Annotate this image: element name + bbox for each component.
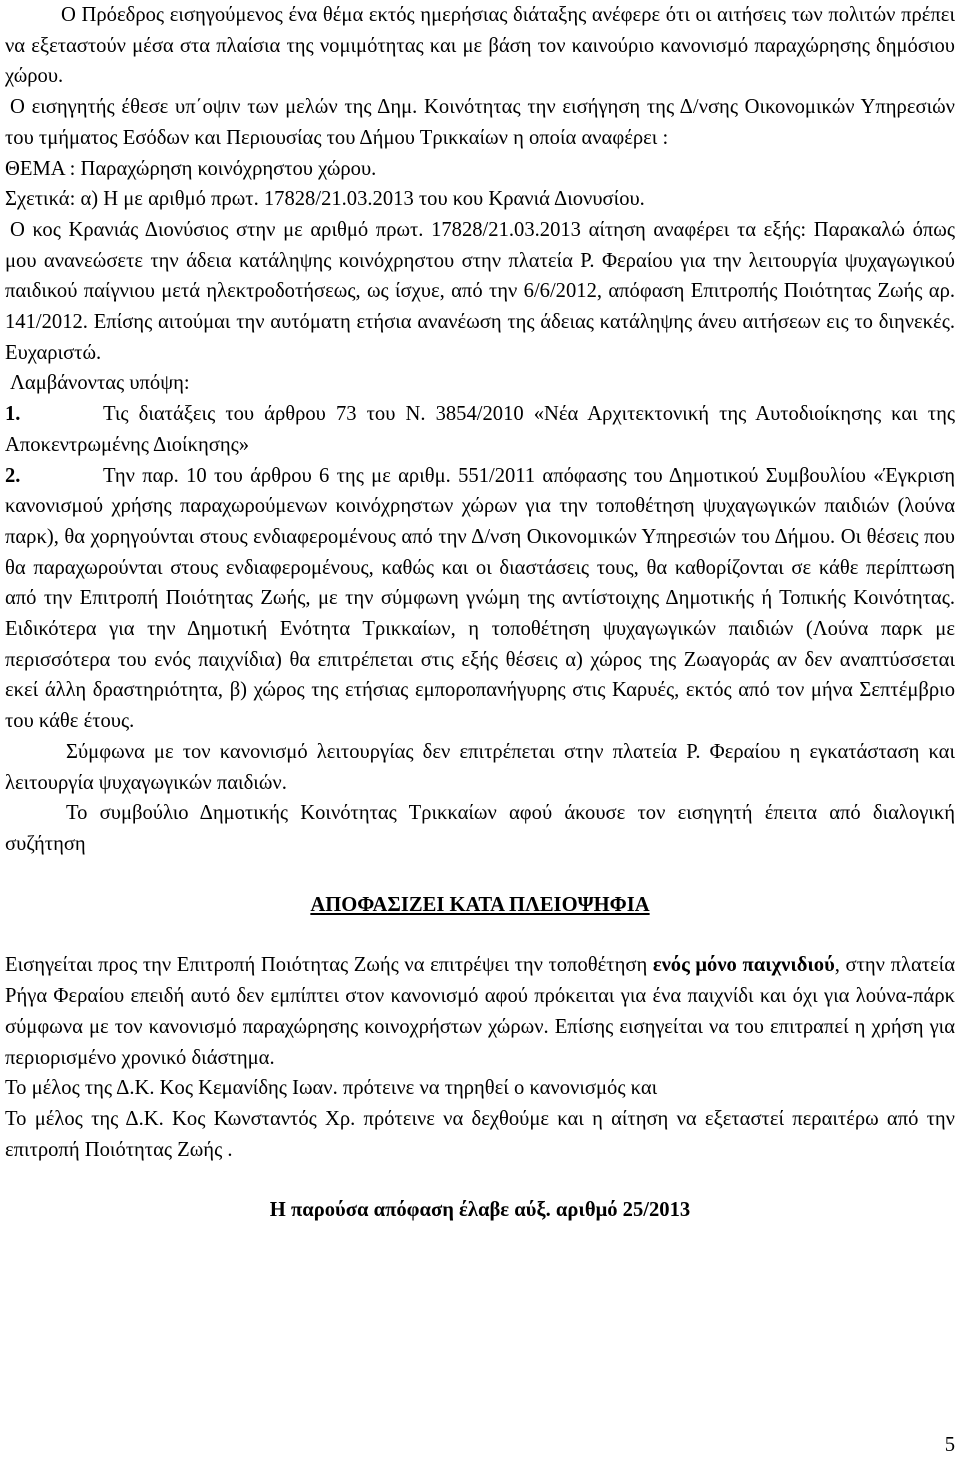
decision-heading-wrap	[5, 890, 955, 921]
paragraph-member-kemanidis: Το μέλος της Δ.Κ. Κος Κεμανίδης Ιωαν. πρότεινε να τηρηθεί ο κανονισμός και	[5, 1077, 658, 1100]
list-item-2	[5, 461, 955, 737]
decision-heading: ΑΠΟΦΑΣΙΖΕΙ ΚΑΤΑ ΠΛΕΙΟΨΗΦΙΑ	[310, 893, 650, 916]
paragraph-council: Το συμβούλιο Δημοτικής Κοινότητας Τρικκαίων αφού άκουσε τον εισηγητή έπειτα από διαλογική συζήτηση	[5, 802, 955, 855]
paragraph-president-intro: Ο Πρόεδρος εισηγούμενος ένα θέμα εκτός ημερήσιας διάταξης ανέφερε ότι οι αιτήσεις των πολιτών πρέπει να εξεταστούν μέσα στα πλαίσια της νομιμότητας και με βάση τον καινούριο κανονισμό παραχώρησης δημόσιου χώρου.	[5, 4, 955, 88]
paragraph-regulation: Σύμφωνα με τον κανονισμό λειτουργίας δεν επιτρέπεται στην πλατεία Ρ. Φεραίου η εγκατάσταση και λειτουργία ψυχαγωγικών παιδιών.	[5, 740, 955, 794]
paragraph-decision	[5, 950, 955, 1073]
list-item-1	[5, 399, 955, 460]
page-number: 5	[944, 1434, 955, 1456]
paragraph-rapporteur: Ο εισηγητής έθεσε υπ΄οψιν των μελών της Δημ. Κοινότητας την εισήγηση της Δ/νσης Οικονομικών Υπηρεσιών του τμήματος Εσόδων και Περιουσίας του Δήμου Τρικκαίων η οποία αναφέρει :	[5, 96, 955, 149]
decision-text-start: Εισηγείται προς την Επιτροπή Ποιότητας Ζωής να επιτρέψει την τοποθέτηση	[5, 954, 653, 977]
paragraph-subject: ΘΕΜΑ : Παραχώρηση κοινόχρηστου χώρου.	[5, 157, 377, 180]
decision-text-bold: ενός μόνο παιχνιδιού	[652, 954, 835, 977]
paragraph-request: Ο κος Κρανιάς Διονύσιος στην με αριθμό πρωτ. 17828/21.03.2013 αίτηση αναφέρει τα εξής: Παρακαλώ όπως μου ανανεώσετε την άδεια κατάληψης κοινόχρηστου στην πλατεία Ρ. Φεραίου για την λειτουργία ψυχαγωγικού παιδικού παίγνιου μετά ηλεκτροδοτήσεως, ως ίσχυε, από την 6/6/2012, απόφαση Επιτροπής Ποιότητας Ζωής αρ. 141/2012. Επίσης αιτούμαι την αυτόματη ετήσια ανανέωση της άδειας κατάληψης άνευ αιτήσεων εις το διηνεκές. Ευχαριστώ.	[5, 218, 955, 364]
spacer	[5, 860, 955, 890]
list-item-text: Τις διατάξεις του άρθρου 73 του Ν. 3854/2010 «Νέα Αρχιτεκτονική της Αυτοδιοίκησης και της Αποκεντρωμένης Διοίκησης»	[5, 403, 955, 456]
list-item-number: 1.	[5, 403, 21, 426]
spacer	[5, 920, 955, 950]
paragraph-reference: Σχετικά: α) Η με αριθμό πρωτ. 17828/21.03.2013 του κου Κρανιά Διονυσίου.	[5, 188, 645, 211]
spacer	[5, 1165, 955, 1195]
decision-number: Η παρούσα απόφαση έλαβε αύξ. αριθμό 25/2013	[269, 1199, 691, 1222]
paragraph-considering: Λαμβάνοντας υπόψη:	[10, 372, 190, 395]
list-item-number: 2.	[5, 464, 21, 487]
document-body	[5, 0, 955, 1226]
list-item-text: Την παρ. 10 του άρθρου 6 της με αριθμ. 551/2011 απόφασης του Δημοτικού Συμβουλίου «Έγκριση κανονισμού χρήσης παραχωρούμενων κοινόχρηστων χώρων για την τοποθέτηση ψυχαγωγικών παιδιών (λούνα παρκ), θα χορηγούνται στους ενδιαφερομένους από την Δ/νση Οικονομικών Υπηρεσιών του Δήμου. Οι θέσεις που θα παραχωρούνται στους ενδιαφερομένους, καθώς και οι διαστάσεις τους, θα καθορίζονται σε κάθε περίπτωση από την Επιτροπή Ποιότητας Ζωής, με την σύμφωνη γνώμη της αντίστοιχης Δημοτικής ή Τοπικής Κοινότητας. Ειδικότερα για την Δημοτική Ενότητα Τρικκαίων, η τοποθέτηση ψυχαγωγικών παιδιών (Λούνα παρκ με περισσότερα του ενός παιχνίδια) θα επιτρέπεται στις εξής θέσεις α) χώρος της Ζωαγοράς αν δεν αναπτύσσεται εκεί άλλη δραστηριότητα, β) χώρος της ετήσιας εμποροπανήγυρης στις Καρυές, εκτός από τον μήνα Σεπτέμβριο του κάθε έτους.	[5, 464, 955, 733]
decision-text-end: , στην πλατεία Ρήγα Φεραίου επειδή αυτό δεν εμπίπτει στον κανονισμό αφού πρόκειται για ένα παιχνίδι και όχι για λούνα-πάρκ σύμφωνα με τον κανονισμό παραχώρησης κοινοχρήστων χώρων. Επίσης εισηγείται να του επιτραπεί η χρήση για περιορισμένο χρονικό διάστημα.	[5, 954, 955, 1069]
paragraph-member-konstantos: Το μέλος της Δ.Κ. Κος Κωνσταντός Χρ. πρότεινε να δεχθούμε και η αίτηση να εξεταστεί περαιτέρω από την επιτροπή Ποιότητας Ζωής .	[5, 1107, 955, 1161]
